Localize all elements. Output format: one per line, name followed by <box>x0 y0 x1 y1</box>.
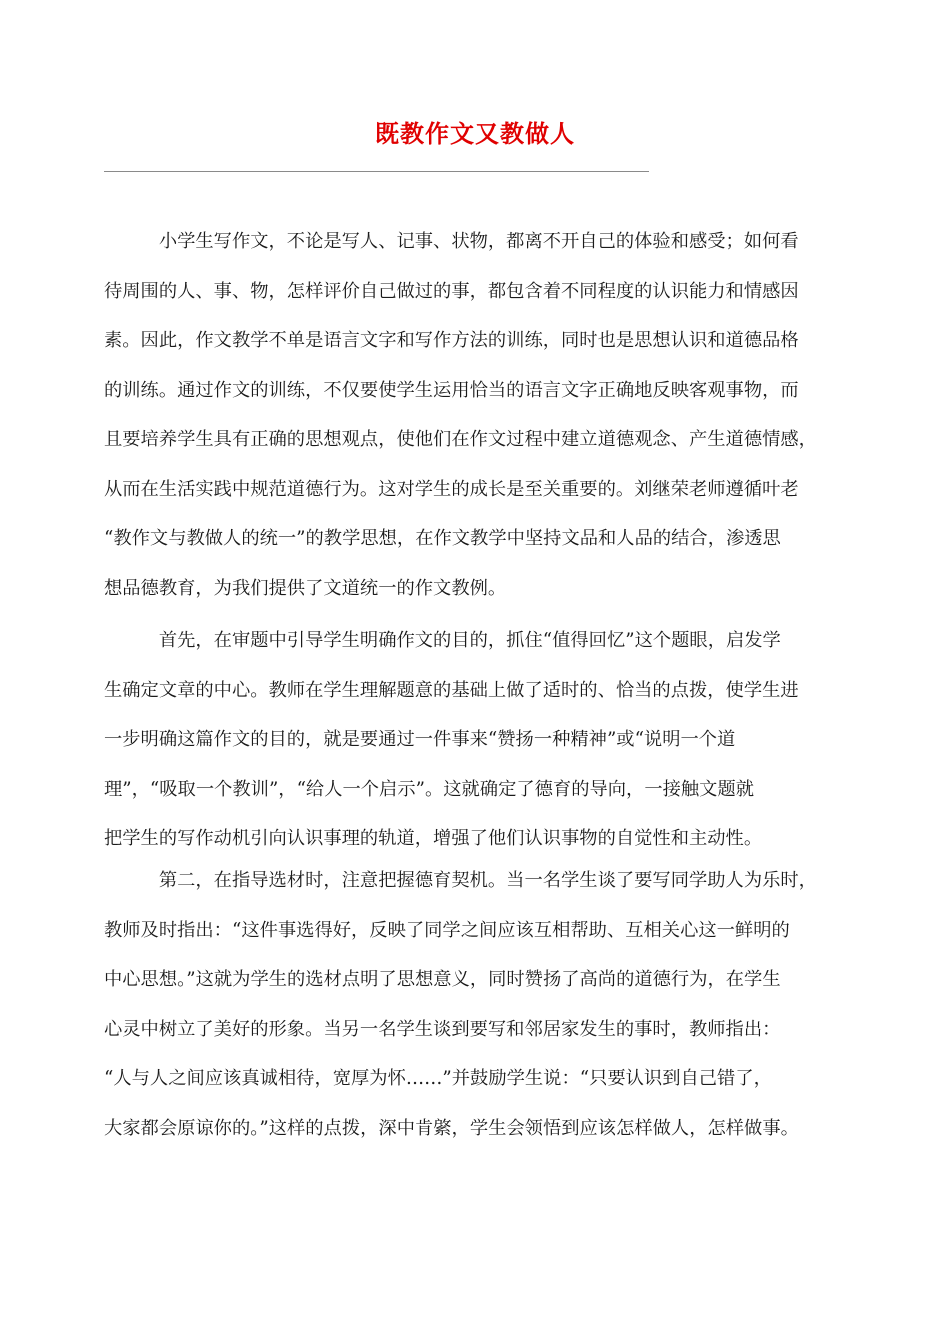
text-line: 中心思想。”这就为学生的选材点明了思想意义，同时赞扬了高尚的道德行为，在学生 <box>104 969 781 990</box>
text-line: 想品德教育，为我们提供了文道统一的作文教例。 <box>104 577 507 599</box>
text-line: “人与人之间应该真诚相待，宽厚为怀……”并鼓励学生说：“只要认识到自己错了， <box>104 1068 772 1089</box>
text-line: 待周围的人、事、物，怎样评价自己做过的事，都包含着不同程度的认识能力和情感因 <box>104 280 799 302</box>
text-line: 素。因此，作文教学不单是语言文字和写作方法的训练，同时也是思想认识和道德品格 <box>104 330 799 351</box>
document-title: 既教作文又教做人 <box>375 119 575 148</box>
text-line: 一步明确这篇作文的目的，就是要通过一件事来“赞扬一种精神”或“说明一个道 <box>104 729 736 750</box>
text-line: 心灵中树立了美好的形象。当另一名学生谈到要写和邻居家发生的事时，教师指出： <box>104 1018 781 1040</box>
text-line: “教作文与教做人的统一”的教学思想，在作文教学中坚持文品和人品的结合，渗透思 <box>104 528 781 549</box>
paragraph-intro <box>104 217 840 613</box>
text-line: 教师及时指出：“这件事选得好，反映了同学之间应该互相帮助、互相关心这一鲜明的 <box>104 919 790 941</box>
text-line: 首先，在审题中引导学生明确作文的目的，抓住“值得回忆”这个题眼，启发学 <box>104 630 781 651</box>
text-line: 且要培养学生具有正确的思想观点，使他们在作文过程中建立道德观念、产生道德情感， <box>104 429 817 450</box>
paragraph-first-point <box>104 616 840 864</box>
text-line: 大家都会原谅你的。”这样的点拨，深中肯綮，学生会领悟到应该怎样做人，怎样做事。 <box>104 1117 799 1139</box>
paragraph-second-point <box>104 856 840 1153</box>
text-line: 生确定文章的中心。教师在学生理解题意的基础上做了适时的、恰当的点拨，使学生进 <box>104 679 799 701</box>
text-line: 理”，“吸取一个教训”，“给人一个启示”。这就确定了德育的导向，一接触文题就 <box>104 778 755 800</box>
text-line: 小学生写作文，不论是写人、记事、状物，都离不开自己的体验和感受；如何看 <box>104 231 799 252</box>
text-line: 第二，在指导选材时，注意把握德育契机。当一名学生谈了要写同学助人为乐时， <box>104 870 817 891</box>
text-line: 把学生的写作动机引向认识事理的轨道，增强了他们认识事物的自觉性和主动性。 <box>104 828 763 849</box>
text-line: 从而在生活实践中规范道德行为。这对学生的成长是至关重要的。刘继荣老师遵循叶老 <box>104 478 799 500</box>
text-line: 的训练。通过作文的训练，不仅要使学生运用恰当的语言文字正确地反映客观事物，而 <box>104 379 799 401</box>
title-divider <box>104 171 649 172</box>
